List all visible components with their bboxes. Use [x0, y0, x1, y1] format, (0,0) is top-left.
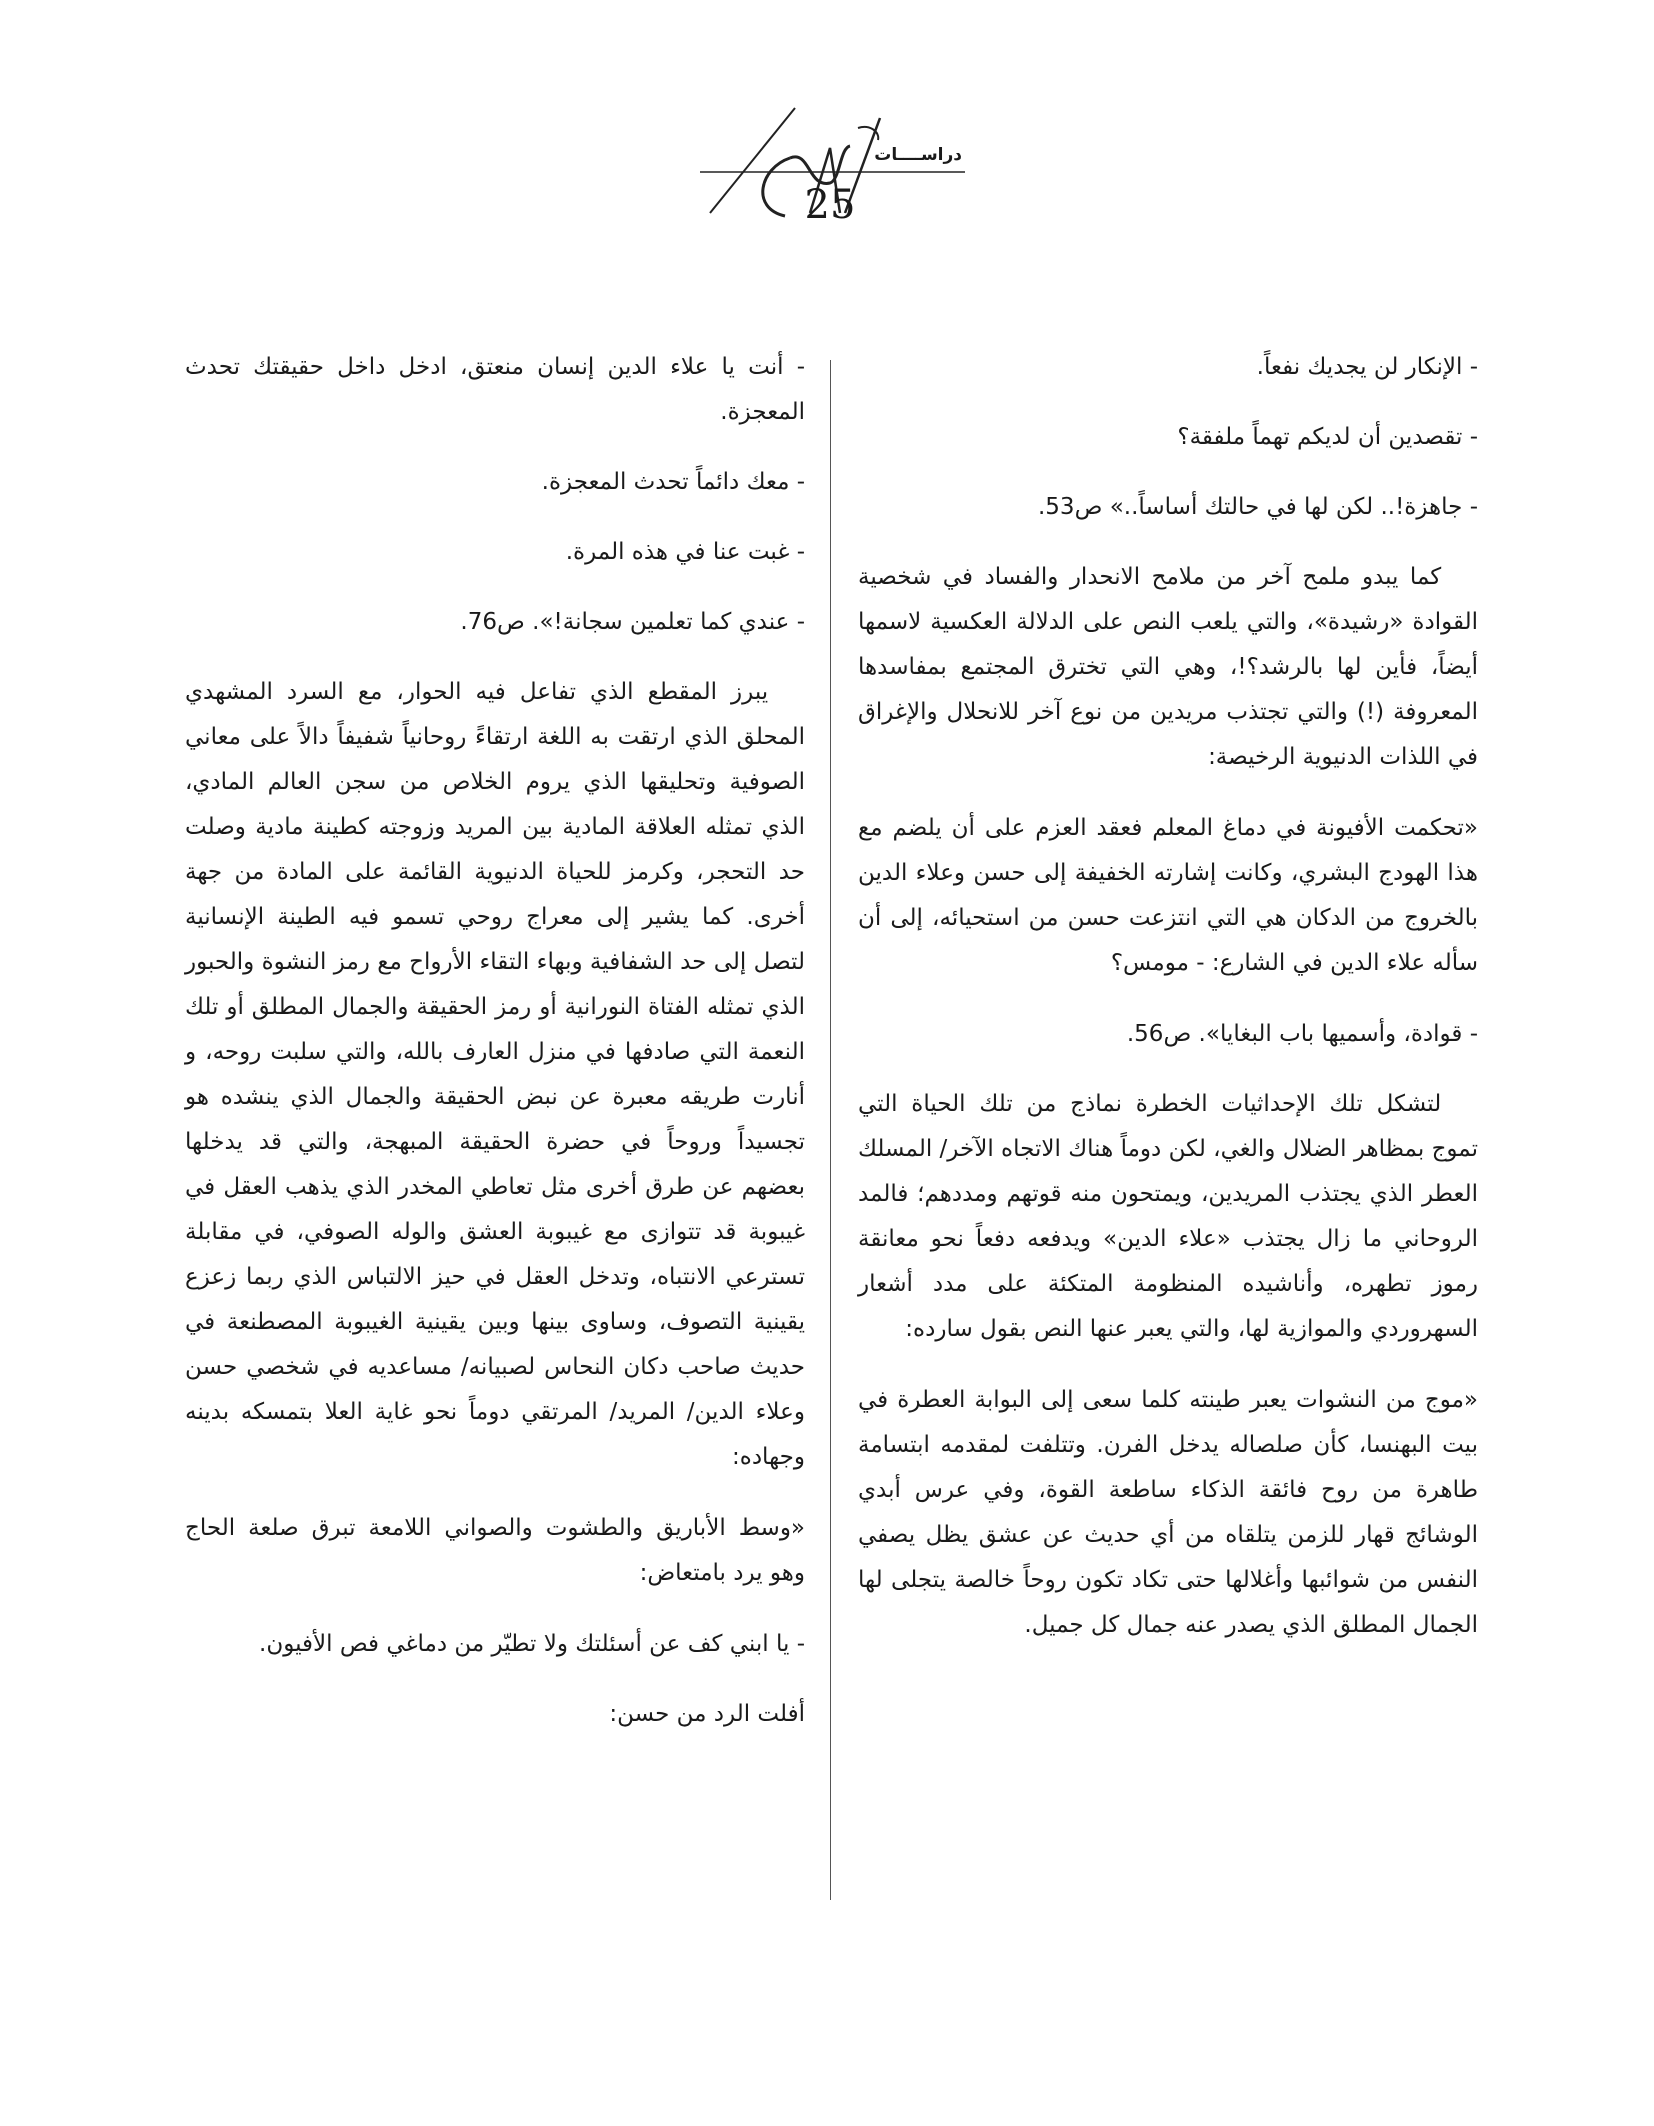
page-header — [0, 0, 1654, 260]
text-column-right — [858, 345, 1478, 1674]
quote-paragraph: «تحكمت الأفيونة في دماغ المعلم فعقد العزم على أن يلضم مع هذا الهودج البشري، وكانت إشارته الخفيفة إلى حسن وعلاء الدين بالخروج من الدكان هي التي انتزعت حسن من استحيائه، إلى أن سأله علاء الدين في الشارع: - مومس؟ — [858, 815, 1478, 976]
paragraph: لتشكل تلك الإحداثيات الخطرة نماذج من تلك الحياة التي تموج بمظاهر الضلال والغي، لكن دوماً هناك الاتجاه الآخر/ المسلك العطر الذي يجتذب المريدين، ويمتحون منه قوتهم ومددهم؛ فالمد الروحاني ما زال يجتذب «علاء الدين» ويدفعه دفعاً نحو معانقة رموز تطهره، وأناشيده المنظومة المتكئة على مدد أشعار السهروردي والموازية لها، والتي يعبر عنها النص بقول سارده: — [858, 1091, 1478, 1342]
dialogue-line: - عندي كما تعلمين سجانة!». ص76. — [460, 609, 805, 635]
section-label: دراســــات — [874, 145, 962, 165]
quote-paragraph: «وسط الأباريق والطشوت والصواني اللامعة تبرق صلعة الحاج وهو يرد بامتعاض: — [185, 1515, 805, 1586]
dialogue-line: - تقصدين أن لديكم تهماً ملفقة؟ — [1177, 424, 1478, 450]
quote-paragraph: «موج من النشوات يعبر طينته كلما سعى إلى البوابة العطرة في بيت البهنسا، كأن صلصاله يدخل الفرن. وتتلفت لمقدمه ابتسامة طاهرة من روح فائقة الذكاء ساطعة القوة، وفي عرس أبدي الوشائج قهار للزمن يتلقاه من أي حديث عن عشق يظل يصفي النفس من شوائبها وأغلالها حتى تكاد تكون روحاً خالصة يتجلى لها الجمال المطلق الذي يصدر عنه جمال كل جميل. — [858, 1387, 1478, 1638]
column-divider — [830, 360, 831, 1900]
dialogue-line: - جاهزة!.. لكن لها في حالتك أساساً..» ص53. — [1037, 494, 1478, 520]
paragraph: كما يبدو ملمح آخر من ملامح الانحدار والفساد في شخصية القوادة «رشيدة»، والتي يلعب النص على الدلالة العكسية لاسمها أيضاً، فأين لها بالرشد؟!، وهي التي تخترق المجتمع بمفاسدها المعروفة (!) والتي تجتذب مريدين من نوع آخر للانحلال والإغراق في اللذات الدنيوية الرخيصة: — [858, 564, 1478, 770]
dialogue-line: - يا ابني كف عن أسئلتك ولا تطيّر من دماغي فص الأفيون. — [259, 1631, 805, 1657]
dialogue-line: - معك دائماً تحدث المعجزة. — [541, 469, 805, 495]
paragraph: يبرز المقطع الذي تفاعل فيه الحوار، مع السرد المشهدي المحلق الذي ارتقت به اللغة ارتقاءً روحانياً شفيفاً دالاً على معاني الصوفية وتحليقها الذي يروم الخلاص من سجن العالم المادي، الذي تمثله العلاقة المادية بين المريد وزوجته كطينة مادية وصلت حد التحجر، وكرمز للحياة الدنيوية القائمة على المادة من جهة أخرى. كما يشير إلى معراج روحي تسمو فيه الطينة الإنسانية لتصل إلى حد الشفافية وبهاء التقاء الأرواح مع رمز النشوة والحبور الذي تمثله الفتاة النورانية أو رمز الحقيقة والجمال المطلق أو تلك النعمة التي صادفها في منزل العارف بالله، والتي سلبت روحه، و أنارت طريقه معبرة عن نبض الحقيقة والجمال الذي ينشده هو تجسيداً وروحاً في حضرة الحقيقة المبهجة، والتي قد يدخلها بعضهم عن طرق أخرى مثل تعاطي المخدر الذي يذهب العقل في غيبوبة قد تتوازى مع غيبوبة العشق والوله الصوفي، في مقابلة تسترعي الانتباه، وتدخل العقل في حيز الالتباس الذي ربما زعزع يقينية التصوف، وساوى بينها وبين يقينية الغيبوبة المصطنعة في حديث صاحب دكان النحاس لصبيانه/ مساعديه في شخصي حسن وعلاء الدين/ المريد/ المرتقي دوماً نحو غاية العلا بتمسكه بدينه وجهاده: — [185, 679, 805, 1470]
dialogue-line: - غبت عنا في هذه المرة. — [565, 539, 805, 565]
dialogue-line: أفلت الرد من حسن: — [609, 1701, 805, 1727]
dialogue-line: - قوادة، وأسميها باب البغايا». ص56. — [1126, 1021, 1478, 1047]
text-column-left — [185, 345, 805, 1762]
dialogue-line: - أنت يا علاء الدين إنسان منعتق، ادخل داخل حقيقتك تحدث المعجزة. — [185, 354, 805, 425]
dialogue-line: - الإنكار لن يجديك نفعاً. — [1256, 354, 1478, 380]
page-number: 25 — [804, 182, 856, 228]
